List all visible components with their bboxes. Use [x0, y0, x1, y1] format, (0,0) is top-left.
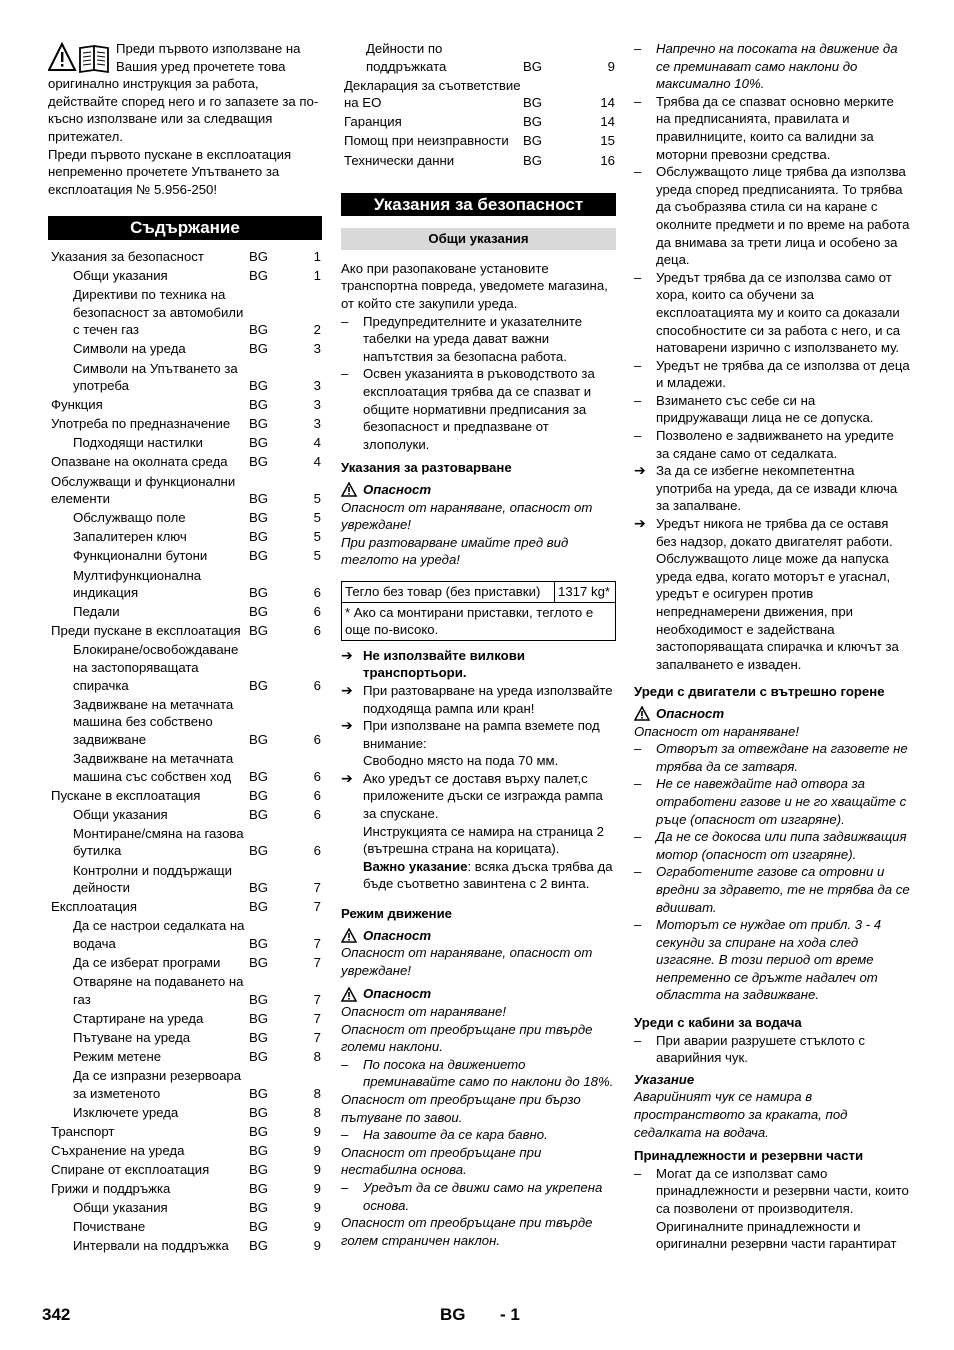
intro — [48, 40, 322, 198]
warning-triangle-icon — [341, 482, 357, 497]
list-item — [634, 163, 910, 269]
toc-entry-title: Декларация за съответствие на ЕО — [344, 77, 521, 111]
toc-entry-title: Транспорт — [51, 1123, 115, 1139]
toc-entry-title: Употреба по предназначение — [51, 416, 231, 432]
toc-entry-title: Указания за безопасност — [51, 248, 204, 264]
toc-entry-lang: BG — [249, 1200, 269, 1216]
toc-entry-lang: BG — [249, 585, 269, 601]
list-marker: – — [634, 269, 642, 285]
list-marker: – — [634, 776, 642, 792]
unloading-heading: Указания за разтоварване — [341, 460, 512, 476]
toc-entry-title: Отваряне на подаването на газ — [73, 974, 244, 1007]
list-marker: – — [634, 428, 642, 444]
toc-entry[interactable] — [48, 1123, 322, 1142]
toc-entry-lang: BG — [249, 248, 269, 264]
toc-entry-page: 9 — [313, 1238, 321, 1254]
toc-entry-title: Почистване — [73, 1219, 146, 1235]
toc-entry-title: Дейности по поддръжката — [366, 41, 447, 74]
toc-entry-lang: BG — [249, 510, 269, 526]
toc-entry[interactable] — [48, 696, 322, 750]
toc-entry-page: 2 — [313, 322, 321, 338]
toc-entry[interactable] — [48, 547, 322, 566]
toc-entry-lang: BG — [249, 1010, 269, 1026]
toc-entry-lang: BG — [249, 935, 269, 951]
toc-entry-page: 1 — [313, 268, 321, 284]
intro-paragraph-2: Преди първото пускане в експлоатация непременно прочетете Упътването за експлоатация № 5.956-250! — [48, 146, 292, 197]
page-number: 342 — [42, 1305, 71, 1324]
toc-entry-page: 3 — [313, 378, 321, 394]
toc-entry[interactable] — [48, 1199, 322, 1218]
toc-entry-title: Технически данни — [344, 152, 455, 168]
list-text: Уредът никога не трябва да се оставя без надзор, докато двигателят работи. Обслужващото лице може да напуска уреда едва, когато моторът е угаснал, уредът е осигурен против непреднамерени движения, при необходимост е задействана застопоряващата спирачка и ключът за запалването е изваден. — [656, 516, 899, 672]
toc-entry-page: 7 — [313, 955, 321, 970]
toc-entry-page: 7 — [313, 991, 321, 1007]
list-item: ➔ Не използвайте вилкови транспортьори. — [341, 646, 525, 681]
toc-entry[interactable] — [48, 360, 322, 397]
weight-table — [341, 581, 616, 641]
toc-entry-page: 9 — [607, 58, 615, 74]
toc-entry-title: Подходящи настилки — [73, 435, 203, 451]
toc-entry-page: 4 — [313, 435, 321, 451]
toc-entry-title: Монтиране/смяна на газова бутилка — [73, 825, 244, 859]
toc-entry-page: 5 — [313, 510, 321, 526]
toc-entry-page: 5 — [313, 529, 321, 545]
list-item: ➔ При използване на рампа вземете под внимание: — [341, 717, 600, 751]
toc-entry[interactable] — [48, 787, 322, 806]
toc-entry[interactable] — [48, 862, 322, 899]
toc-entry-lang: BG — [249, 341, 269, 357]
drive-risk-2: Опасност от нараняване! — [341, 1004, 507, 1019]
toc-entry-lang: BG — [249, 1238, 269, 1254]
toc-entry[interactable] — [48, 340, 322, 359]
toc-entry-lang: BG — [249, 880, 269, 896]
list-item: – При аварии разрушете стъклото с аварийния чук. — [634, 1032, 865, 1066]
list-text: Да не се докосва или пипа задвижващия мотор (опасност от изгаряне). — [656, 829, 907, 862]
list-marker: – — [634, 917, 642, 933]
toc-entry-page: 5 — [313, 548, 321, 564]
toc-entry-lang: BG — [249, 955, 269, 970]
intro-paragraph-1: Преди първото използване на Вашия уред прочетете това оригинално инструкция за работа, действайте според него и го запазете за по-късно използване или за следващия притежател. — [48, 41, 319, 144]
list-item: – Могат да се използват само принадлежности и резервни части, които са позволени от производителя. Оригиналните принадлежности и оригинални резервни части гарантират — [634, 1165, 909, 1252]
list-text: Огработените газове са отровни и вредни за здравето, те не трябва да се вдишват. — [656, 864, 910, 915]
ice-list — [634, 740, 910, 1004]
toc-heading: Съдържание — [48, 216, 322, 240]
toc-entry[interactable] — [48, 267, 322, 286]
toc-entry-lang: BG — [249, 677, 269, 693]
toc-entry-lang: BG — [249, 1048, 269, 1064]
list-item — [634, 427, 910, 462]
toc-entry-lang: BG — [249, 1219, 269, 1235]
toc-entry[interactable] — [48, 1142, 322, 1161]
drive-tip: Опасност от преобръщане при твърде голем страничен наклон. — [341, 1215, 593, 1248]
drive-risk-1: Опасност от нараняване, опасност от увреждане! — [341, 945, 593, 978]
toc-entry-lang: BG — [523, 95, 543, 111]
toc-entry-title: Да се настрои седалката на водача — [73, 918, 245, 951]
toc-entry[interactable] — [48, 1237, 322, 1256]
danger-label: Опасност — [341, 481, 616, 499]
list-marker: – — [634, 392, 642, 408]
toc-entry-title: Задвижване на метачната машина без собствено задвижване — [73, 696, 234, 747]
toc-entry[interactable] — [48, 528, 322, 547]
toc-entry-page: 7 — [313, 935, 321, 951]
list-item: ➔ При разтоварване на уреда използвайте подходяща рампа или кран! — [341, 681, 613, 716]
toc-entry-page: 6 — [313, 787, 321, 803]
danger-label: Опасност — [341, 985, 616, 1003]
toc-entry-page: 9 — [313, 1181, 321, 1197]
toc-entry-title: Общи указания — [73, 1200, 168, 1216]
list-item: – Освен указанията в ръководството за експлоатация трябва да се спазват и общите нормативни предписания за безопасност и предпазване от злополуки. — [341, 366, 595, 452]
list-text: Напречно на посоката на движение да се преминават само наклони до максимално 10%. — [656, 41, 898, 92]
toc-entry-title: Изключете уреда — [73, 1104, 179, 1120]
toc-entry-page: 6 — [313, 843, 321, 859]
toc-entry[interactable] — [341, 132, 616, 151]
toc-entry-page: 9 — [313, 1219, 321, 1235]
toc-entry-title: Грижи и поддръжка — [51, 1181, 171, 1197]
toc-entry[interactable] — [48, 567, 322, 604]
column-1 — [48, 40, 322, 1257]
toc-entry-page: 16 — [600, 152, 615, 168]
drive-tip: Опасност от преобръщане при нестабилна основа. — [341, 1144, 542, 1178]
toc-entry-page: 7 — [313, 899, 321, 915]
toc-entry-page: 6 — [313, 623, 321, 639]
toc-entry[interactable] — [48, 917, 322, 954]
list-item: – По посока на движението преминавайте само по наклони до 18%. — [341, 1056, 614, 1090]
list-text: Уредът трябва да се използва само от хора, които са обучени за експлоатацията му и които са доказали способностите си за работа с него, и са натоварени изрично с използването му. — [656, 269, 901, 356]
toc-entry-page: 9 — [313, 1123, 321, 1139]
toc-entry-lang: BG — [249, 1123, 269, 1139]
toc-entry-page: 3 — [313, 397, 321, 413]
ice-risk: Опасност от нараняване! — [634, 723, 800, 739]
toc-entry[interactable] — [48, 973, 322, 1010]
toc-entry-lang: BG — [249, 529, 269, 545]
toc-entry[interactable] — [48, 1029, 322, 1048]
toc-entry-page: 6 — [313, 806, 321, 822]
toc-entry-lang: BG — [249, 1104, 269, 1120]
toc-entry-title: Символи на уреда — [73, 341, 186, 357]
toc-entry-title: Обслужващи и функционални елементи — [51, 473, 236, 507]
toc-entry-lang: BG — [249, 397, 269, 413]
toc-entry-page: 1 — [313, 248, 321, 264]
toc-entry-page: 14 — [600, 114, 615, 130]
list-item — [634, 40, 910, 93]
toc-entry-page: 8 — [313, 1104, 321, 1120]
toc-entry-title: Символи на Упътването за употреба — [73, 360, 238, 394]
list-item: ➔ Ако уредът се доставя върху палет,с приложените дъски се изгражда рампа за спускане. — [341, 769, 603, 822]
toc-entry-lang: BG — [249, 1181, 269, 1197]
weight-footnote: * Ако са монтирани приставки, теглото е още по-високо. — [342, 602, 616, 640]
toc-entry-title: Запалитерен ключ — [73, 529, 187, 545]
toc-entry[interactable] — [48, 434, 322, 453]
toc-entry[interactable] — [341, 113, 616, 132]
toc-entry-page: 7 — [313, 1010, 321, 1026]
weight-label: Тегло без товар (без приставки) — [342, 581, 555, 602]
list-text: За да се избегне некомпетентна употриба на уреда, да се извади ключа за запалване. — [656, 463, 898, 514]
list-item — [634, 462, 910, 515]
toc-entry-title: Спиране от експлоатация — [51, 1162, 210, 1178]
toc-entry-lang: BG — [249, 731, 269, 747]
toc-entry-title: Пускане в експлоатация — [51, 787, 201, 803]
toc-entry[interactable] — [48, 415, 322, 434]
list-text: Трябва да се спазват основно мерките на предписанията, правилата и правилниците, които са валидни за моторни превозни средства. — [656, 93, 894, 162]
toc-entry[interactable] — [48, 473, 322, 510]
floor-space: Свободно място на пода 70 мм. — [363, 753, 559, 769]
toc-entry[interactable] — [48, 1104, 322, 1123]
list-item: – На завоите да се кара бавно. — [341, 1127, 548, 1143]
toc-entry-lang: BG — [523, 58, 543, 74]
list-marker: ➔ — [634, 515, 646, 532]
list-text: Моторът се нуждае от прибл. 3 - 4 секунди за спиране на хода след изгасяне. В този период от време непременно се дръжте надалеч от областта на задвижване. — [656, 917, 882, 1003]
toc-entry-lang: BG — [249, 604, 269, 620]
toc-entry[interactable] — [341, 40, 616, 77]
toc-entry-title: Съхранение на уреда — [51, 1142, 185, 1158]
toc-entry-lang: BG — [249, 991, 269, 1007]
toc-entry[interactable] — [341, 77, 616, 114]
toc-entry-title: Преди пускане в експлоатация — [51, 623, 241, 639]
list-item — [634, 863, 910, 916]
toc-entry[interactable] — [48, 1161, 322, 1180]
toc-entry-lang: BG — [249, 623, 269, 639]
toc-entry-page: 6 — [313, 604, 321, 620]
list-marker: – — [634, 864, 642, 880]
toc-entry-lang: BG — [249, 322, 269, 338]
toc-entry-lang: BG — [249, 899, 269, 915]
toc-entry-page: 7 — [313, 880, 321, 896]
list-marker: – — [634, 741, 642, 757]
list-item — [634, 828, 910, 863]
toc-entry-page: 7 — [313, 1029, 321, 1045]
toc-entry-title: Контролни и поддържащи дейности — [73, 862, 232, 896]
warning-manual-icon — [48, 42, 112, 74]
list-marker: – — [634, 164, 642, 180]
general-intro: Ако при разопаковане установите транспортна повреда, уведомете магазина, от който сте закупили уреда. — [341, 260, 608, 312]
toc-entry-page: 3 — [313, 341, 321, 357]
toc-entry-lang: BG — [249, 843, 269, 859]
unloading-note: При разтоварване имайте пред вид теглото на уреда! — [341, 534, 569, 568]
toc-entry-lang: BG — [249, 1162, 269, 1178]
toc-entry[interactable] — [48, 954, 322, 973]
toc-entry-title: Пътуване на уреда — [73, 1029, 191, 1045]
toc-entry-page: 15 — [600, 133, 615, 149]
toc-entry-lang: BG — [249, 768, 269, 784]
toc-entry-page: 9 — [313, 1142, 321, 1158]
toc-entry-page: 6 — [313, 677, 321, 693]
toc-entry-page: 9 — [313, 1162, 321, 1178]
note-label: Указание — [634, 1071, 695, 1087]
toc-entry[interactable] — [48, 806, 322, 825]
list-text: Обслужващото лице трябва да използва уреда според предписанията. То трябва да съобразява стила си на каране с околните предмети и по време на работа да внимава за трети лица и особено за деца. — [656, 164, 910, 268]
toc-entry-lang: BG — [523, 133, 543, 149]
list-marker: – — [634, 41, 642, 56]
note-text: Аварийният чук се намира в пространството за краката, под седалката на водача. — [634, 1089, 848, 1140]
toc-entry-title: Директиви по техника на безопасност за автомобили с течен газ — [73, 287, 244, 338]
toc-entry-title: Помощ при неизправности — [344, 133, 509, 149]
danger-label: Опасност — [634, 705, 910, 723]
danger-label: Опасност — [341, 927, 616, 945]
column-2 — [341, 40, 616, 1249]
toc-entry-title: Блокиране/освобождаване на застопоряващата спирачка — [73, 642, 239, 693]
toc-entry-title: Опазване на околната среда — [51, 454, 228, 470]
list-text: Уредът не трябва да се използва от деца и младежи. — [656, 357, 910, 391]
toc-entry[interactable] — [48, 1180, 322, 1199]
toc-entry-page: 9 — [313, 1200, 321, 1216]
toc-entry-title: Общи указания — [73, 806, 168, 822]
list-item — [634, 93, 910, 163]
toc-entry-lang: BG — [249, 491, 269, 507]
list-item — [634, 269, 910, 357]
drive-heading: Режим движение — [341, 906, 453, 922]
toc-entry-lang: BG — [249, 378, 269, 394]
toc-entry[interactable] — [48, 509, 322, 528]
list-item — [634, 392, 910, 427]
list-item — [634, 357, 910, 392]
list-text: Позволено е задвижването на уредите за сядане само от седалката. — [656, 428, 894, 461]
column-3 — [634, 40, 910, 1253]
toc-entry-page: 14 — [600, 95, 615, 111]
list-text: Отворът за отвеждане на газовете не трябва да се затваря. — [656, 741, 908, 774]
cabin-heading: Уреди с кабини за водача — [634, 1015, 802, 1031]
toc-list-continued — [341, 40, 616, 171]
list-item — [634, 740, 910, 775]
toc-entry[interactable] — [48, 898, 322, 917]
toc-entry-title: Да се изпразни резервоара за изметеното — [73, 1068, 242, 1101]
ice-heading: Уреди с двигатели с вътрешно горене — [634, 684, 885, 700]
list-item: – Уредът да се движи само на укрепена основа. — [341, 1179, 603, 1213]
toc-entry[interactable] — [48, 453, 322, 472]
toc-entry-page: 6 — [313, 585, 321, 601]
toc-entry-title: Общи указания — [73, 268, 168, 284]
list-item — [634, 515, 910, 673]
toc-entry-page: 8 — [313, 1048, 321, 1064]
general-heading: Общи указания — [341, 228, 616, 250]
drive-tip: Опасност от преобръщане при бързо пътуване по завои. — [341, 1091, 581, 1125]
list-marker: – — [634, 829, 642, 845]
toc-entry-title: Мултифункционална индикация — [73, 567, 202, 601]
toc-entry[interactable] — [48, 622, 322, 641]
safety-heading: Указания за безопасност — [341, 193, 616, 217]
toc-entry-title: Експлоатация — [51, 899, 137, 915]
list-text: Не се навеждайте над отвора за отработени газове и не го хващайте с ръце (опасност от изгаряне). — [656, 776, 907, 827]
toc-entry-title: Функция — [51, 397, 103, 413]
toc-entry-lang: BG — [523, 152, 543, 168]
toc-entry-page: 5 — [313, 491, 321, 507]
list-item: – Предупредителните и указателните табелки на уреда дават важни напътствия за безопасна работа. — [341, 313, 583, 364]
toc-entry-page: 8 — [313, 1085, 321, 1101]
toc-entry-lang: BG — [249, 787, 269, 803]
toc-entry-title: Педали — [73, 604, 120, 620]
toc-entry[interactable] — [48, 825, 322, 862]
toc-entry-title: Гаранция — [344, 114, 402, 130]
toc-entry-lang: BG — [249, 1142, 269, 1158]
list-marker: – — [634, 357, 642, 373]
toc-entry-title: Задвижване на метачната машина със собствен ход — [73, 750, 234, 784]
toc-entry-title: Режим метене — [73, 1048, 162, 1064]
safety-rules-list — [634, 40, 910, 673]
toc-entry[interactable] — [48, 1067, 322, 1104]
toc-entry-lang: BG — [249, 454, 269, 470]
accessories-heading: Принадлежности и резервни части — [634, 1148, 864, 1164]
toc-entry-page: 6 — [313, 768, 321, 784]
toc-entry-title: Стартиране на уреда — [73, 1010, 204, 1026]
toc-entry-lang: BG — [249, 1029, 269, 1045]
footer-section-page: - 1 — [500, 1305, 520, 1324]
toc-entry[interactable] — [48, 396, 322, 415]
toc-entry-title: Функционални бутони — [73, 548, 208, 564]
toc-entry-page: 6 — [313, 731, 321, 747]
warning-triangle-icon — [341, 987, 357, 1002]
toc-entry[interactable] — [48, 1048, 322, 1067]
toc-entry-title: Интервали на поддръжка — [73, 1238, 229, 1254]
toc-entry-lang: BG — [249, 806, 269, 822]
toc-entry[interactable] — [48, 603, 322, 622]
toc-entry[interactable] — [48, 248, 322, 267]
instruction-location: Инструкцията се намира на страница 2 (вътрешна страна на корицата). — [363, 823, 604, 857]
toc-entry[interactable] — [48, 750, 322, 787]
toc-entry[interactable] — [48, 1218, 322, 1237]
list-item — [634, 775, 910, 828]
toc-entry-lang: BG — [249, 1085, 269, 1101]
unloading-risk: Опасност от нараняване, опасност от увреждане! — [341, 499, 593, 533]
toc-entry-lang: BG — [249, 268, 269, 284]
weight-value: 1317 kg* — [555, 581, 616, 602]
toc-entry[interactable] — [341, 152, 616, 171]
footer-language: BG — [440, 1305, 466, 1324]
drive-tip: Опасност от преобръщане при твърде големи наклони. — [341, 1021, 593, 1055]
toc-entry-title: Обслужващо поле — [73, 510, 186, 526]
warning-triangle-icon — [341, 928, 357, 943]
warning-triangle-icon — [634, 706, 650, 721]
toc-list — [48, 248, 322, 1257]
toc-entry[interactable] — [48, 641, 322, 695]
toc-entry-lang: BG — [249, 435, 269, 451]
toc-entry-title: Да се изберат програми — [73, 955, 221, 970]
toc-entry-lang: BG — [249, 416, 269, 432]
toc-entry[interactable] — [48, 286, 322, 340]
list-text: Взимането със себе си на придружаващи лица не се допуска. — [656, 392, 874, 426]
list-item — [634, 916, 910, 1004]
toc-entry[interactable] — [48, 1010, 322, 1029]
list-marker: ➔ — [634, 462, 646, 479]
important-note: Важно указание: всяка дъска трябва да бъде съответно завинтена с 2 винта. — [363, 858, 613, 892]
toc-entry-lang: BG — [523, 114, 543, 130]
toc-entry-lang: BG — [249, 548, 269, 564]
toc-entry-page: 4 — [313, 454, 321, 470]
list-marker: – — [634, 93, 642, 109]
toc-entry-page: 3 — [313, 416, 321, 432]
